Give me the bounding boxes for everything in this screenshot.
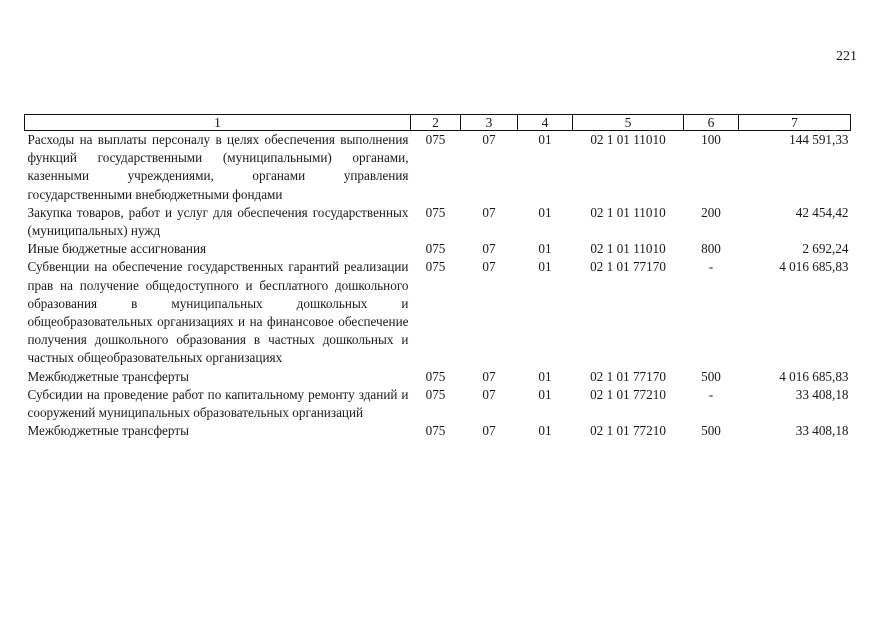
row-col7: 144 591,33 (789, 132, 849, 147)
row-col4: 01 (538, 204, 552, 220)
table-header-row (25, 115, 851, 131)
row-col3: 07 (482, 386, 496, 402)
budget-table (24, 114, 851, 440)
row-col4: 01 (538, 132, 552, 147)
header-col-1: 1 (25, 115, 411, 131)
row-col4: 01 (538, 241, 552, 257)
header-col-2: 2 (411, 115, 461, 131)
row-description: Расходы на выплаты персоналу в целях обеспечения выполнения функций государственными (муниципальными) органами, казенными учреждениями, органами управления государственными внебюджетными фондами (27, 132, 409, 202)
row-description: Закупка товаров, работ и услуг для обеспечения государственных (муниципальных) нужд (27, 204, 409, 239)
table-row (25, 240, 851, 258)
row-col2: 075 (425, 241, 446, 257)
row-col3: 07 (482, 368, 496, 384)
row-col7: 4 016 685,83 (779, 368, 849, 384)
row-col3: 07 (482, 204, 496, 220)
row-col4: 01 (538, 423, 552, 439)
table-row (25, 368, 851, 386)
table-row (25, 204, 851, 240)
row-col6: 500 (701, 423, 721, 439)
page-number: 221 (836, 49, 857, 64)
row-description: Межбюджетные трансферты (27, 423, 189, 439)
header-col-4: 4 (518, 115, 573, 131)
row-col2: 075 (425, 204, 446, 220)
row-col5: 02 1 01 77210 (590, 386, 666, 402)
row-col7: 4 016 685,83 (779, 259, 849, 275)
row-col7: 33 408,18 (795, 386, 849, 402)
header-col-7: 7 (739, 115, 851, 131)
row-col2: 075 (425, 132, 446, 147)
table-row (25, 131, 851, 204)
row-col5: 02 1 01 11010 (590, 241, 666, 257)
table-row (25, 422, 851, 440)
header-col-3: 3 (461, 115, 518, 131)
row-col5: 02 1 01 11010 (590, 132, 666, 147)
row-col6: - (708, 386, 714, 402)
row-description: Субсидии на проведение работ по капитальному ремонту зданий и сооружений муниципальных образовательных организаций (27, 386, 409, 421)
row-col6: 500 (701, 368, 721, 384)
row-col4: 01 (538, 259, 552, 275)
row-col6: - (708, 259, 714, 275)
row-col4: 01 (538, 386, 552, 402)
row-col6: 200 (701, 204, 721, 220)
row-col2: 075 (425, 259, 446, 275)
row-description: Межбюджетные трансферты (27, 368, 189, 384)
row-col5: 02 1 01 77170 (590, 368, 666, 384)
row-col4: 01 (538, 368, 552, 384)
row-col6: 800 (701, 241, 721, 257)
row-col7: 33 408,18 (795, 423, 849, 439)
row-col7: 2 692,24 (802, 241, 849, 257)
row-col3: 07 (482, 132, 496, 147)
header-col-5: 5 (573, 115, 684, 131)
row-col2: 075 (425, 368, 446, 384)
row-col3: 07 (482, 241, 496, 257)
table-row (25, 386, 851, 422)
row-col7: 42 454,42 (795, 204, 849, 220)
row-description: Иные бюджетные ассигнования (27, 241, 207, 257)
header-col-6: 6 (684, 115, 739, 131)
row-col5: 02 1 01 77210 (590, 423, 666, 439)
row-col2: 075 (425, 423, 446, 439)
row-col3: 07 (482, 423, 496, 439)
table-row (25, 258, 851, 367)
row-col6: 100 (701, 132, 721, 147)
row-col5: 02 1 01 77170 (590, 259, 666, 275)
row-col2: 075 (425, 386, 446, 402)
row-description: Субвенции на обеспечение государственных гарантий реализации прав на получение общедоступного и бесплатного дошкольного образования в муниципальных дошкольных и общеобразовательных организациях и на финансовое обеспечение получения дошкольного образования в частных дошкольных и частных общеобразовательных организациях (27, 259, 409, 366)
row-col5: 02 1 01 11010 (590, 204, 666, 220)
row-col3: 07 (482, 259, 496, 275)
